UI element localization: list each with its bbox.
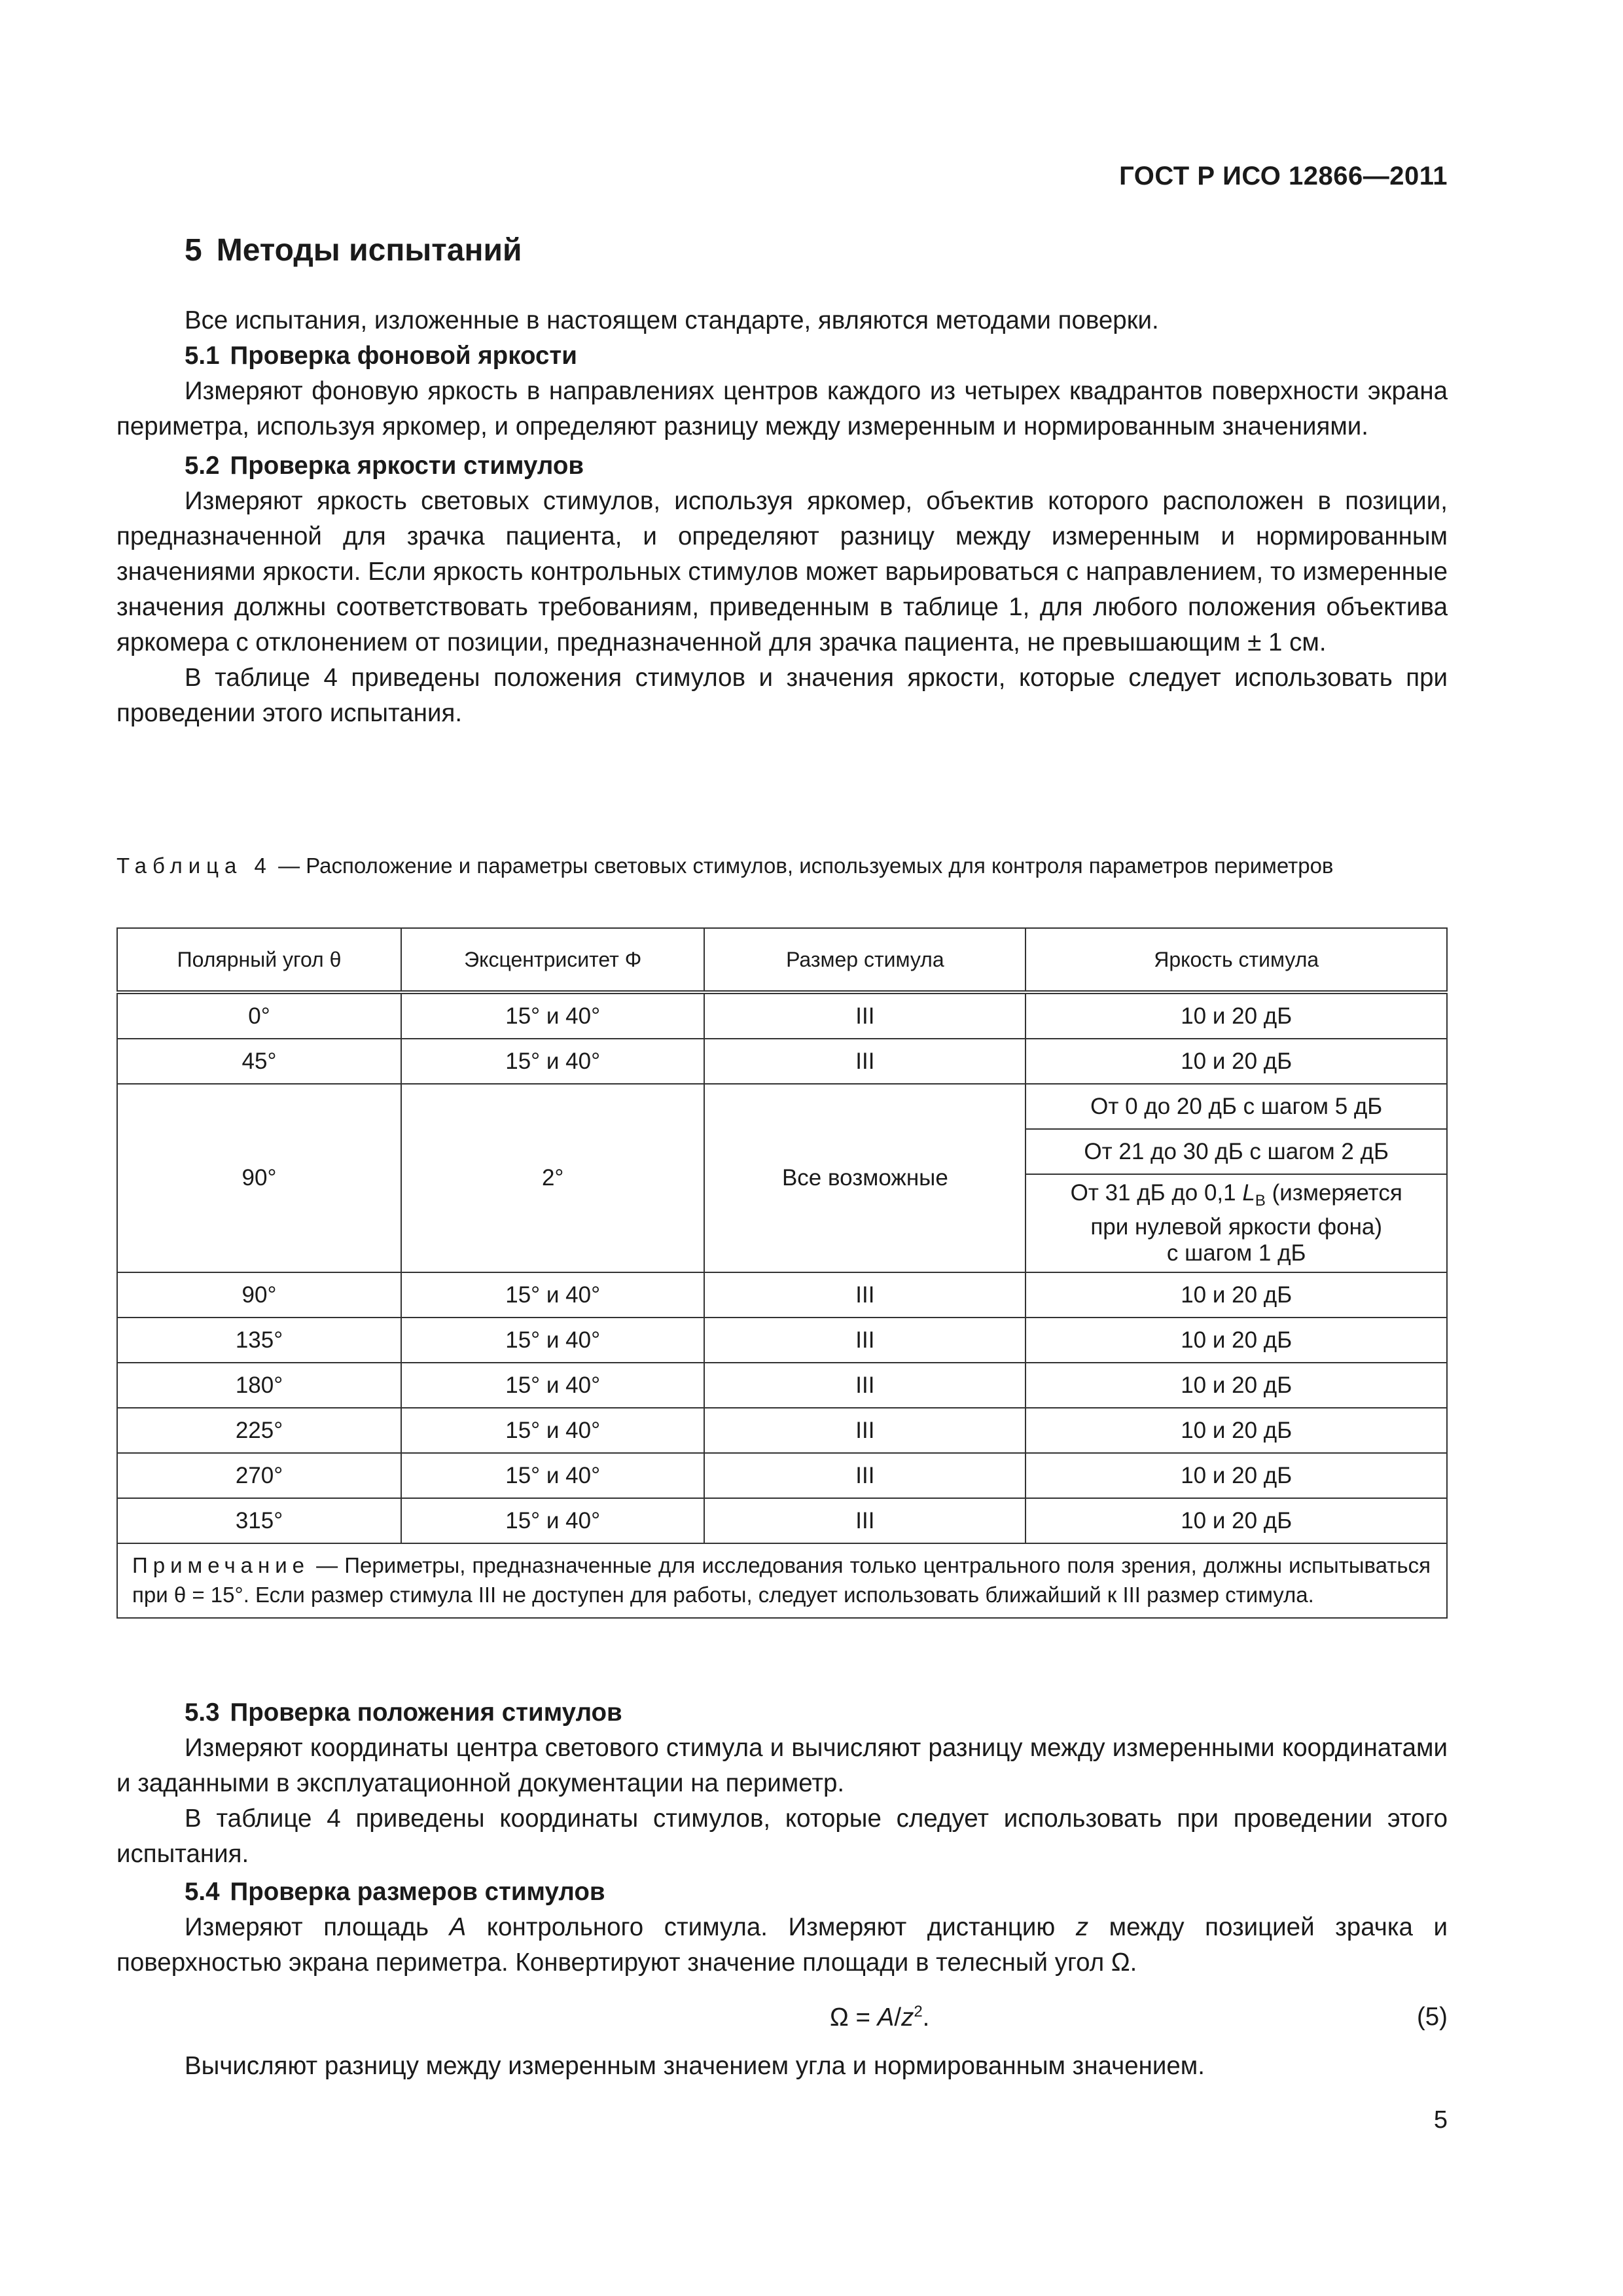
table-row	[117, 1318, 1447, 1363]
cell-eccentricity: 15° и 40°	[401, 1272, 704, 1318]
cell-eccentricity: 15° и 40°	[401, 1408, 704, 1453]
subsection-5-2-paragraph-1: Измеряют яркость световых стимулов, используя яркомер, объектив которого расположен в позиции, предназначенной для зрачка пациента, и определяют разницу между измеренным и нормированным значениями яркости. Если яркость контрольных стимулов может варьироваться с направлением, то измеренные значения должны соответствовать требованиям, приведенным в таблице 1, для любого положения объектива яркомера с отклонением от позиции, предназначенной для зрачка пациента, не превышающим ± 1 см.	[116, 487, 1448, 656]
header-stimulus-luminance: Яркость стимула	[1026, 928, 1447, 992]
document-code: ГОСТ Р ИСО 12866—2011	[1119, 162, 1448, 190]
cell-size: III	[704, 1272, 1026, 1318]
header-stimulus-size: Размер стимула	[704, 928, 1026, 992]
cell-size: III	[704, 992, 1026, 1039]
cell-luminance: 10 и 20 дБ	[1026, 1272, 1447, 1318]
header-eccentricity: Эксцентриситет Φ	[401, 928, 704, 992]
table-row	[117, 1272, 1447, 1318]
cell-eccentricity: 15° и 40°	[401, 1453, 704, 1498]
formula-number: (5)	[1416, 2003, 1448, 2031]
page-number: 5	[1433, 2106, 1448, 2134]
table-note-row	[117, 1543, 1447, 1618]
cell-size: III	[704, 1408, 1026, 1453]
cell-luminance: 10 и 20 дБ	[1026, 1039, 1447, 1084]
subsection-5-4-title: 5.4 Проверка размеров стимулов	[185, 1878, 605, 1906]
table-caption-label: Таблица 4	[116, 853, 272, 878]
subsection-5-3-paragraph-1: Измеряют координаты центра светового стимула и вычисляют разницу между измеренными координатами и заданными в эксплуатационной документации на периметр.	[116, 1734, 1448, 1797]
cell-luminance: 10 и 20 дБ	[1026, 1498, 1447, 1543]
section-title-text: Методы испытаний	[216, 233, 522, 268]
subsection-5-4-paragraph-1: Измеряют площадь A контрольного стимула. Измеряют дистанцию z между позицией зрачка и поверхностью экрана периметра. Конвертируют значение площади в телесный угол Ω.	[116, 1913, 1448, 1977]
table-row	[117, 1363, 1447, 1408]
table-row	[117, 1084, 1447, 1129]
section-title	[185, 232, 522, 268]
cell-angle: 270°	[117, 1453, 401, 1498]
cell-luminance: 10 и 20 дБ	[1026, 992, 1447, 1039]
subsection-5-3-paragraph-2: В таблице 4 приведены координаты стимулов, которые следует использовать при проведении этого испытания.	[116, 1804, 1448, 1868]
cell-luminance: От 21 до 30 дБ с шагом 2 дБ	[1026, 1129, 1447, 1174]
cell-size: III	[704, 1318, 1026, 1363]
table-note	[117, 1543, 1447, 1618]
cell-angle: 90°	[117, 1272, 401, 1318]
cell-angle: 135°	[117, 1318, 401, 1363]
cell-angle: 90°	[117, 1084, 401, 1272]
cell-angle: 180°	[117, 1363, 401, 1408]
cell-eccentricity: 15° и 40°	[401, 1318, 704, 1363]
subsection-5-1-text: Измеряют фоновую яркость в направлениях центров каждого из четырех квадрантов поверхности экрана периметра, используя яркомер, и определяют разницу между измеренным и нормированным значениями.	[116, 377, 1448, 440]
stimulus-parameters-table	[116, 927, 1448, 1619]
subsection-5-1-title: 5.1 Проверка фоновой яркости	[185, 342, 577, 370]
cell-luminance: 10 и 20 дБ	[1026, 1453, 1447, 1498]
table-row	[117, 1498, 1447, 1543]
cell-eccentricity: 15° и 40°	[401, 992, 704, 1039]
section-number: 5	[185, 233, 202, 268]
table-row	[117, 1408, 1447, 1453]
cell-angle: 315°	[117, 1498, 401, 1543]
cell-size: Все возможные	[704, 1084, 1026, 1272]
cell-angle: 225°	[117, 1408, 401, 1453]
cell-size: III	[704, 1363, 1026, 1408]
cell-luminance: От 0 до 20 дБ с шагом 5 дБ	[1026, 1084, 1447, 1129]
formula-5	[116, 2003, 1448, 2042]
lower-text-block	[116, 1695, 1448, 1981]
table-caption	[116, 851, 1448, 881]
subsection-5-3-title: 5.3 Проверка положения стимулов	[185, 1698, 622, 1727]
cell-size: III	[704, 1498, 1026, 1543]
table-header-row	[117, 928, 1447, 992]
table-note-label: Примечание	[132, 1553, 310, 1577]
table-note-text: — Периметры, предназначенные для исследования только центрального поля зрения, должны испытываться при θ = 15°. Если размер стимула III не доступен для работы, следует использовать ближайший к III размер стимула.	[132, 1553, 1431, 1607]
cell-luminance: 10 и 20 дБ	[1026, 1363, 1447, 1408]
cell-eccentricity: 15° и 40°	[401, 1498, 704, 1543]
intro-paragraph: Все испытания, изложенные в настоящем стандарте, являются методами поверки.	[185, 306, 1159, 334]
table-row	[117, 1039, 1447, 1084]
table-row	[117, 992, 1447, 1039]
header-polar-angle: Полярный угол θ	[117, 928, 401, 992]
cell-angle: 45°	[117, 1039, 401, 1084]
formula-expression: $\Omega = A/z^2$.	[830, 2003, 930, 2032]
subsection-5-2-title: 5.2 Проверка яркости стимулов	[185, 452, 584, 480]
table-row	[117, 1453, 1447, 1498]
cell-luminance: 10 и 20 дБ	[1026, 1318, 1447, 1363]
cell-eccentricity: 2°	[401, 1084, 704, 1272]
upper-text-block	[116, 303, 1448, 731]
cell-luminance-multiline: От 31 дБ до 0,1 $L_B$ (измеряется при нулевой яркости фона) с шагом 1 дБ	[1026, 1174, 1447, 1272]
final-text-block	[116, 2049, 1448, 2084]
cell-angle: 0°	[117, 992, 401, 1039]
cell-eccentricity: 15° и 40°	[401, 1363, 704, 1408]
table-caption-text: — Расположение и параметры световых стимулов, используемых для контроля параметров периметров	[272, 853, 1334, 878]
cell-size: III	[704, 1453, 1026, 1498]
cell-eccentricity: 15° и 40°	[401, 1039, 704, 1084]
cell-luminance: 10 и 20 дБ	[1026, 1408, 1447, 1453]
subsection-5-2-paragraph-2: В таблице 4 приведены положения стимулов и значения яркости, которые следует использовать при проведении этого испытания.	[116, 664, 1448, 727]
subsection-5-4-paragraph-2: Вычисляют разницу между измеренным значением угла и нормированным значением.	[185, 2052, 1205, 2080]
cell-size: III	[704, 1039, 1026, 1084]
